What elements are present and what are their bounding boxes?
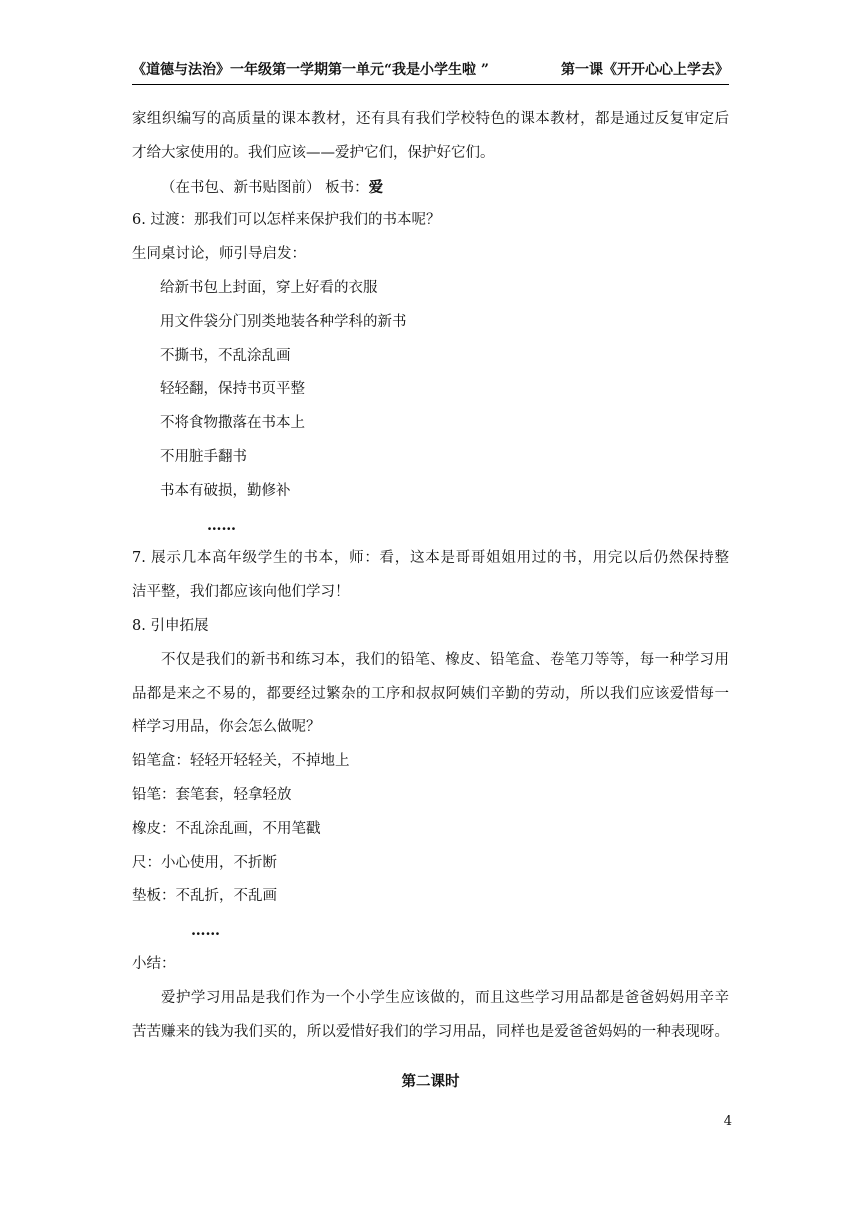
summary-line: 苦苦赚来的钱为我们买的，所以爱惜好我们的学习用品，同样也是爱爸爸妈妈的一种表现呀。 [132, 1023, 729, 1040]
tip-item: 书本有破损，勤修补 [160, 482, 291, 499]
extension-line: 不仅是我们的新书和练习本，我们的铅笔、橡皮、铅笔盒、卷笔刀等等，每一种学习用 [161, 651, 729, 668]
board-note-prefix: （在书包、新书贴图前） 板书： [161, 179, 369, 196]
discussion-line: 生同桌讨论，师引导启发： [132, 246, 306, 263]
supply-item: 铅笔：套笔套，轻拿轻放 [132, 786, 292, 803]
tip-item: 不将食物撒落在书本上 [160, 415, 305, 432]
supply-item: 橡皮：不乱涂乱画，不用笔戳 [132, 820, 321, 837]
extension-line: 品都是来之不易的，都要经过繁杂的工序和叔叔阿姨们辛勤的劳动，所以我们应该爱惜每一 [132, 685, 729, 702]
step-6: 6. 过渡：那我们可以怎样来保护我们的书本呢？ [132, 212, 441, 229]
summary-line: 爱护学习用品是我们作为一个小学生应该做的，而且这些学习用品都是爸爸妈妈用辛辛 [161, 989, 729, 1006]
board-word: 爱 [368, 178, 384, 196]
ellipsis: …… [207, 516, 236, 534]
paragraph-line: 家组织编写的高质量的课本教材，还有具有我们学校特色的课本教材，都是通过反复审定后 [132, 111, 729, 127]
step-8: 8. 引申拓展 [132, 617, 209, 634]
page-number: 4 [723, 1114, 732, 1129]
section-title: 第二课时 [401, 1073, 460, 1091]
supply-item: 尺：小心使用，不折断 [132, 854, 277, 871]
step-7-line: 7. 展示几本高年级学生的书本，师：看，这本是哥哥姐姐用过的书，用完以后仍然保持整 [132, 550, 729, 567]
step-7-line: 洁平整，我们都应该向他们学习！ [132, 584, 350, 601]
supply-item: 垫板：不乱折，不乱画 [132, 888, 277, 905]
tip-item: 给新书包上封面，穿上好看的衣服 [160, 279, 378, 296]
tip-item: 用文件袋分门别类地装各种学科的新书 [160, 313, 407, 330]
section-gap [132, 1049, 729, 1065]
page-body [132, 103, 729, 1099]
header-document-title: 《道德与法治》一年级第一学期第一单元“我是小学生啦 ” [132, 62, 489, 78]
paragraph-line: 才给大家使用的。我们应该——爱护它们，保护好它们。 [132, 144, 495, 161]
tip-item: 不用脏手翻书 [160, 448, 247, 465]
header-lesson-title: 第一课《开开心心上学去》 [561, 62, 729, 78]
extension-line: 样学习用品，你会怎么做呢？ [132, 719, 321, 736]
supply-item: 铅笔盒：轻轻开轻轻关，不掉地上 [132, 753, 350, 770]
summary-label: 小结： [132, 955, 176, 972]
tip-item: 轻轻翻，保持书页平整 [160, 381, 305, 398]
board-note [132, 171, 729, 205]
tip-item: 不撕书，不乱涂乱画 [160, 347, 291, 364]
header-rule [132, 84, 729, 85]
ellipsis: …… [191, 922, 220, 940]
